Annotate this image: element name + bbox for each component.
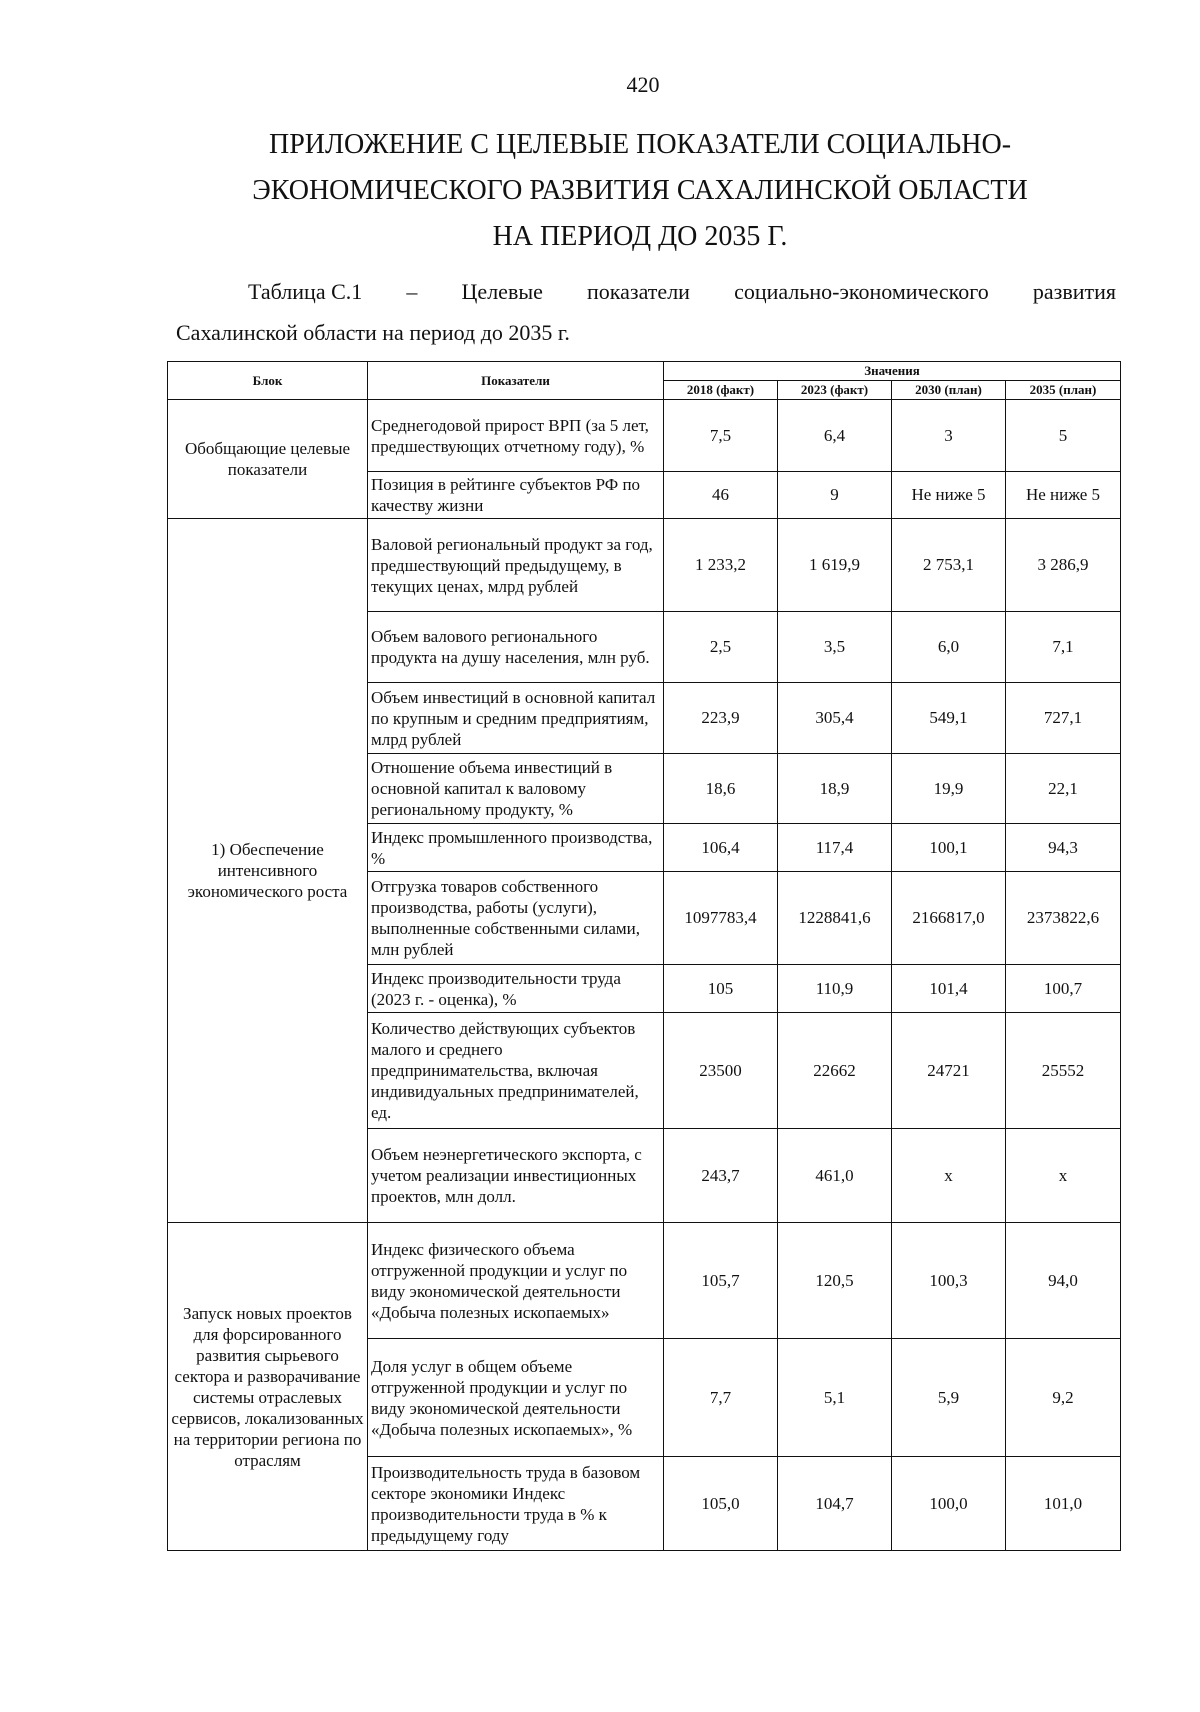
value-cell: 3,5	[778, 612, 892, 683]
value-cell: 105,0	[664, 1457, 778, 1551]
value-cell: 18,9	[778, 754, 892, 824]
value-cell: 24721	[892, 1013, 1006, 1129]
value-cell: 3 286,9	[1006, 519, 1121, 612]
value-cell: 101,0	[1006, 1457, 1121, 1551]
indicator-cell: Индекс промышленного производства, %	[368, 824, 664, 872]
indicator-cell: Валовой региональный продукт за год, предшествующий предыдущему, в текущих ценах, млрд рублей	[368, 519, 664, 612]
heading-line-2: ЭКОНОМИЧЕСКОГО РАЗВИТИЯ САХАЛИНСКОЙ ОБЛАСТИ	[252, 175, 1028, 206]
value-cell: 1228841,6	[778, 872, 892, 965]
value-cell: 105	[664, 965, 778, 1013]
indicator-cell: Производительность труда в базовом секторе экономики Индекс производительности труда в % к предыдущему году	[368, 1457, 664, 1551]
value-cell: 6,0	[892, 612, 1006, 683]
heading-line-3: НА ПЕРИОД ДО 2035 Г.	[492, 221, 788, 252]
value-cell: 1 233,2	[664, 519, 778, 612]
indicator-cell: Отгрузка товаров собственного производства, работы (услуги), выполненные собственными силами, млн рублей	[368, 872, 664, 965]
header-block: Блок	[168, 362, 368, 400]
indicator-cell: Объем неэнергетического экспорта, с учетом реализации инвестиционных проектов, млн долл.	[368, 1129, 664, 1223]
value-cell: 9	[778, 472, 892, 519]
indicator-cell: Объем инвестиций в основной капитал по крупным и средним предприятиям, млрд рублей	[368, 683, 664, 754]
value-cell: 100,7	[1006, 965, 1121, 1013]
indicator-cell: Позиция в рейтинге субъектов РФ по качеству жизни	[368, 472, 664, 519]
value-cell: х	[892, 1129, 1006, 1223]
value-cell: 6,4	[778, 400, 892, 472]
value-cell: 104,7	[778, 1457, 892, 1551]
header-year: 2035 (план)	[1006, 381, 1121, 400]
value-cell: 223,9	[664, 683, 778, 754]
value-cell: 117,4	[778, 824, 892, 872]
value-cell: 3	[892, 400, 1006, 472]
header-year: 2023 (факт)	[778, 381, 892, 400]
value-cell: 22,1	[1006, 754, 1121, 824]
value-cell: 1097783,4	[664, 872, 778, 965]
value-cell: 110,9	[778, 965, 892, 1013]
value-cell: 120,5	[778, 1223, 892, 1339]
value-cell: 2166817,0	[892, 872, 1006, 965]
value-cell: 94,0	[1006, 1223, 1121, 1339]
heading-line-1: ПРИЛОЖЕНИЕ С ЦЕЛЕВЫЕ ПОКАЗАТЕЛИ СОЦИАЛЬНО-	[268, 129, 1012, 160]
value-cell: 2,5	[664, 612, 778, 683]
value-cell: 7,1	[1006, 612, 1121, 683]
value-cell: х	[1006, 1129, 1121, 1223]
table-header-row	[168, 362, 1121, 381]
indicator-cell: Доля услуг в общем объеме отгруженной продукции и услуг по виду экономической деятельности «Добыча полезных ископаемых», %	[368, 1339, 664, 1457]
value-cell: 23500	[664, 1013, 778, 1129]
value-cell: 46	[664, 472, 778, 519]
caption-word: Целевые	[461, 279, 543, 304]
page-number: 420	[626, 72, 660, 97]
value-cell: 100,3	[892, 1223, 1006, 1339]
value-cell: 22662	[778, 1013, 892, 1129]
value-cell: Не ниже 5	[1006, 472, 1121, 519]
value-cell: 243,7	[664, 1129, 778, 1223]
header-year: 2018 (факт)	[664, 381, 778, 400]
table-row	[168, 1223, 1121, 1339]
caption-word: социально-экономического	[734, 279, 989, 304]
caption-word: Таблица С.1	[248, 279, 363, 304]
caption-word: показатели	[587, 279, 690, 304]
value-cell: 105,7	[664, 1223, 778, 1339]
indicator-cell: Отношение объема инвестиций в основной капитал к валовому региональному продукту, %	[368, 754, 664, 824]
value-cell: 100,1	[892, 824, 1006, 872]
header-values-group: Значения	[664, 362, 1121, 381]
value-cell: Не ниже 5	[892, 472, 1006, 519]
value-cell: 9,2	[1006, 1339, 1121, 1457]
appendix-heading	[190, 122, 1090, 260]
value-cell: 19,9	[892, 754, 1006, 824]
value-cell: 101,4	[892, 965, 1006, 1013]
value-cell: 5	[1006, 400, 1121, 472]
value-cell: 5,1	[778, 1339, 892, 1457]
value-cell: 25552	[1006, 1013, 1121, 1129]
header-indicators: Показатели	[368, 362, 664, 400]
indicator-cell: Объем валового регионального продукта на душу населения, млн руб.	[368, 612, 664, 683]
value-cell: 106,4	[664, 824, 778, 872]
indicator-cell: Среднегодовой прирост ВРП (за 5 лет, предшествующих отчетному году), %	[368, 400, 664, 472]
value-cell: 100,0	[892, 1457, 1006, 1551]
block-cell: Запуск новых проектов для форсированного развития сырьевого сектора и разворачивание системы отраслевых сервисов, локализованных на территории региона по отраслям	[168, 1223, 368, 1551]
indicator-cell: Количество действующих субъектов малого и среднего предпринимательства, включая индивидуальных предпринимателей, ед.	[368, 1013, 664, 1129]
value-cell: 2373822,6	[1006, 872, 1121, 965]
value-cell: 18,6	[664, 754, 778, 824]
value-cell: 549,1	[892, 683, 1006, 754]
value-cell: 2 753,1	[892, 519, 1006, 612]
value-cell: 1 619,9	[778, 519, 892, 612]
caption-word: развития	[1032, 279, 1116, 304]
indicator-cell: Индекс производительности труда (2023 г. - оценка), %	[368, 965, 664, 1013]
block-cell: 1) Обеспечение интенсивного экономического роста	[168, 519, 368, 1223]
value-cell: 7,7	[664, 1339, 778, 1457]
value-cell: 94,3	[1006, 824, 1121, 872]
value-cell: 461,0	[778, 1129, 892, 1223]
table-row	[168, 519, 1121, 612]
block-cell: Обобщающие целевые показатели	[168, 400, 368, 519]
value-cell: 727,1	[1006, 683, 1121, 754]
table-row	[168, 400, 1121, 472]
table-caption-line-1	[248, 279, 1116, 305]
value-cell: 5,9	[892, 1339, 1006, 1457]
header-year: 2030 (план)	[892, 381, 1006, 400]
caption-word: –	[406, 279, 418, 304]
table-caption-line-2: Сахалинской области на период до 2035 г.	[176, 320, 570, 345]
indicators-table	[167, 361, 1121, 1551]
value-cell: 305,4	[778, 683, 892, 754]
indicator-cell: Индекс физического объема отгруженной продукции и услуг по виду экономической деятельности «Добыча полезных ископаемых»	[368, 1223, 664, 1339]
value-cell: 7,5	[664, 400, 778, 472]
